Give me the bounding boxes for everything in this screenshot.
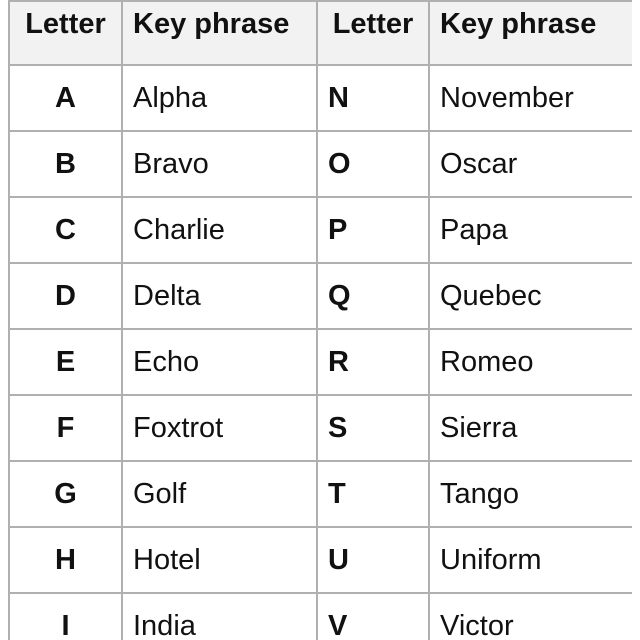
letter-cell: E (9, 329, 122, 395)
key-phrase-cell: Foxtrot (122, 395, 317, 461)
table-row (9, 131, 632, 197)
letter-cell: U (317, 527, 429, 593)
letter-cell: N (317, 65, 429, 131)
letter-cell: D (9, 263, 122, 329)
key-phrase-cell: Quebec (429, 263, 632, 329)
key-phrase-cell: Bravo (122, 131, 317, 197)
letter-cell: F (9, 395, 122, 461)
key-phrase-cell: Sierra (429, 395, 632, 461)
letter-cell: A (9, 65, 122, 131)
table-row (9, 329, 632, 395)
key-phrase-cell: November (429, 65, 632, 131)
letter-cell: S (317, 395, 429, 461)
table-header (9, 1, 632, 65)
letter-cell: O (317, 131, 429, 197)
key-phrase-cell: Golf (122, 461, 317, 527)
key-phrase-cell: India (122, 593, 317, 640)
letter-cell: I (9, 593, 122, 640)
letter-cell: R (317, 329, 429, 395)
table-row (9, 395, 632, 461)
key-phrase-cell: Alpha (122, 65, 317, 131)
table-row (9, 65, 632, 131)
table-row (9, 461, 632, 527)
phonetic-alphabet-table (8, 0, 632, 640)
table-row (9, 593, 632, 640)
table-row (9, 197, 632, 263)
table-body (9, 65, 632, 640)
letter-cell: H (9, 527, 122, 593)
column-header-key-phrase: Key phrase (122, 1, 317, 65)
letter-cell: T (317, 461, 429, 527)
key-phrase-cell: Hotel (122, 527, 317, 593)
table-row (9, 263, 632, 329)
letter-cell: P (317, 197, 429, 263)
key-phrase-cell: Victor (429, 593, 632, 640)
key-phrase-cell: Papa (429, 197, 632, 263)
header-row (9, 1, 632, 65)
key-phrase-cell: Romeo (429, 329, 632, 395)
letter-cell: C (9, 197, 122, 263)
key-phrase-cell: Uniform (429, 527, 632, 593)
column-header-letter: Letter (9, 1, 122, 65)
letter-cell: G (9, 461, 122, 527)
letter-cell: Q (317, 263, 429, 329)
column-header-letter: Letter (317, 1, 429, 65)
key-phrase-cell: Charlie (122, 197, 317, 263)
table-row (9, 527, 632, 593)
key-phrase-cell: Oscar (429, 131, 632, 197)
letter-cell: B (9, 131, 122, 197)
key-phrase-cell: Tango (429, 461, 632, 527)
key-phrase-cell: Delta (122, 263, 317, 329)
key-phrase-cell: Echo (122, 329, 317, 395)
table-container (8, 0, 632, 640)
column-header-key-phrase: Key phrase (429, 1, 632, 65)
letter-cell: V (317, 593, 429, 640)
